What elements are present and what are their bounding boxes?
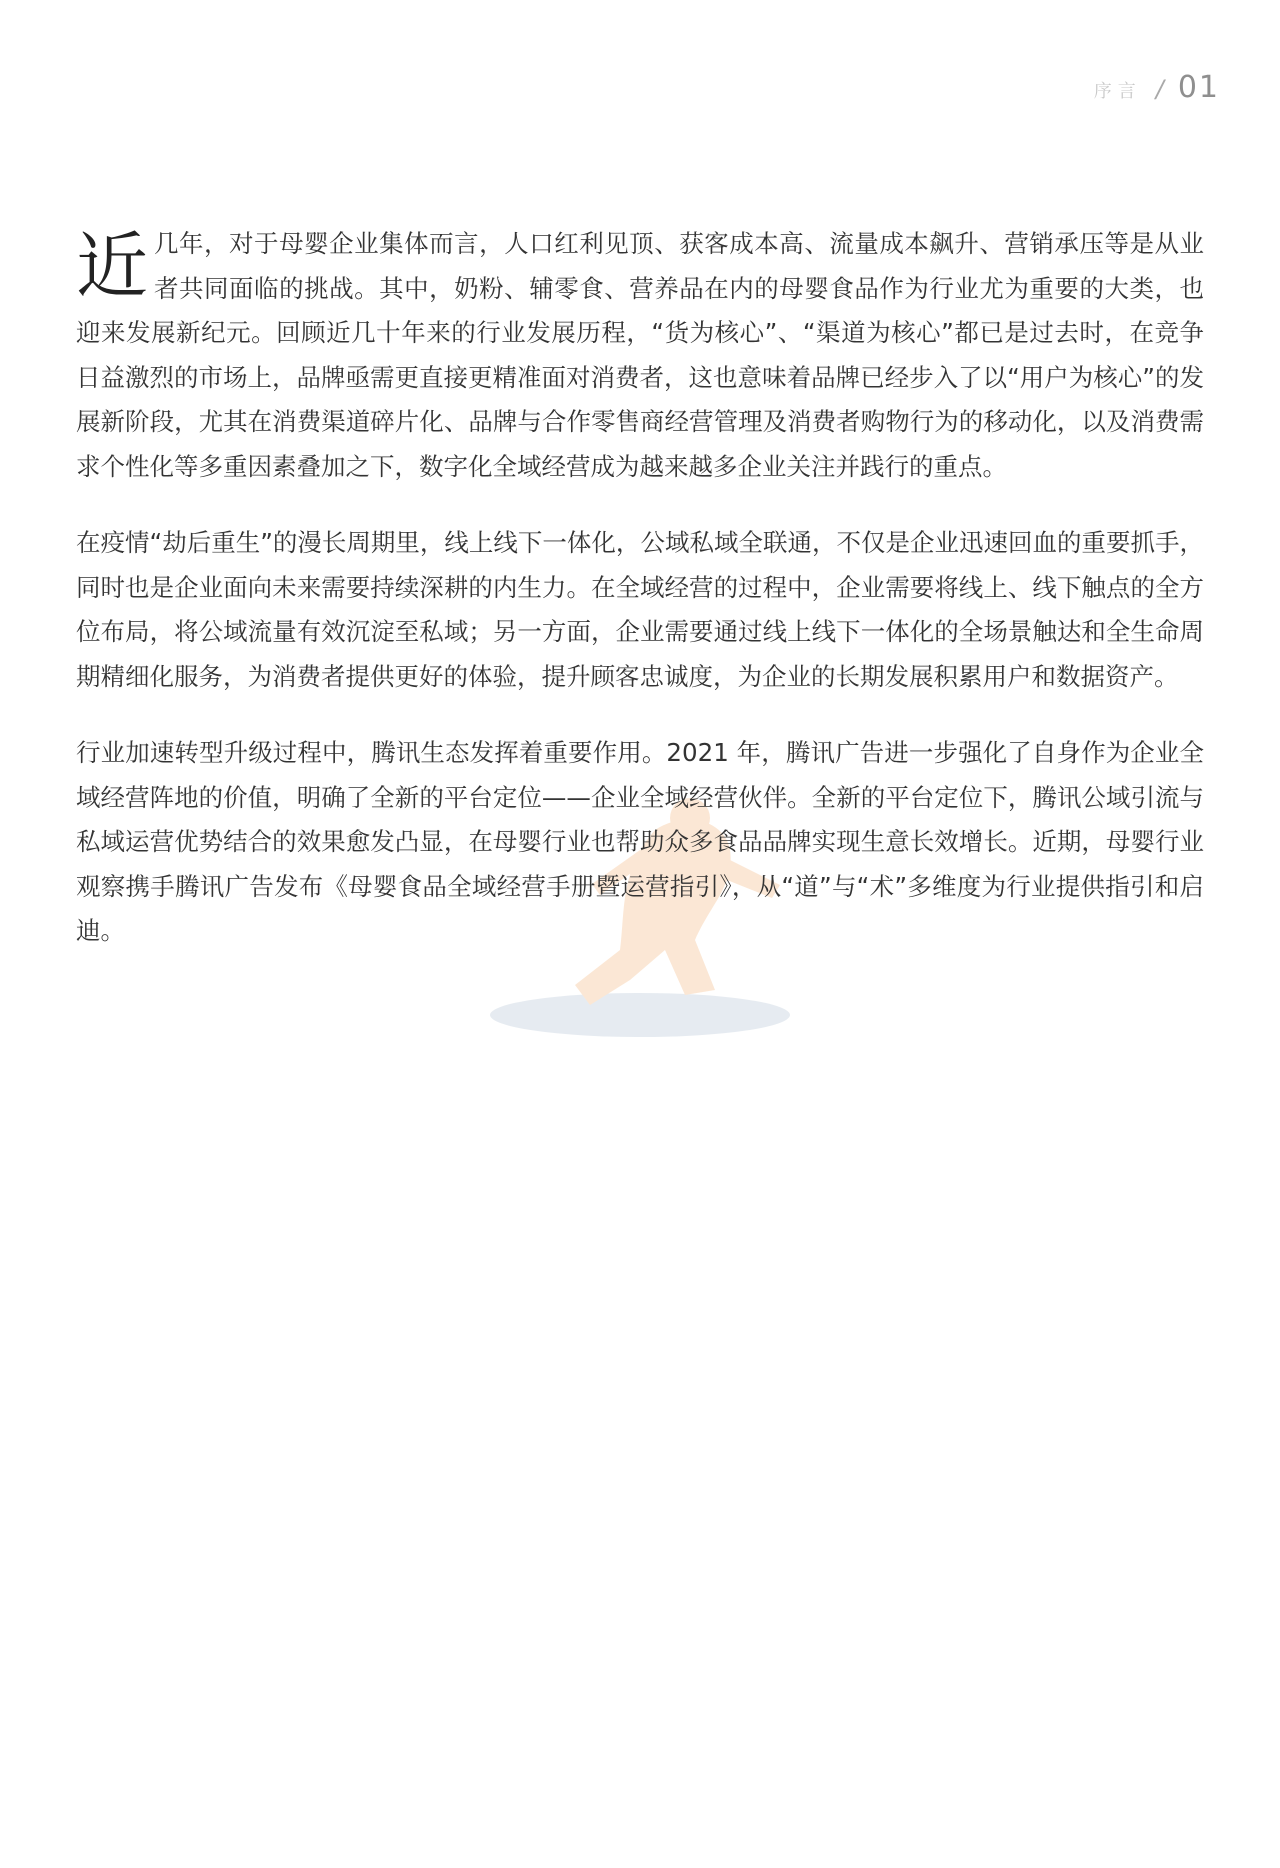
paragraph-3: 行业加速转型升级过程中，腾讯生态发挥着重要作用。2021 年，腾讯广告进一步强化了自身作为企业全域经营阵地的价值，明确了全新的平台定位——企业全域经营伙伴。全新的平台定位下，腾讯公域引流与私域运营优势结合的效果愈发凸显，在母婴行业也帮助众多食品品牌实现生意长效增长。近期，母婴行业观察携手腾讯广告发布《母婴食品全域经营手册暨运营指引》，从“道”与“术”多维度为行业提供指引和启迪。 — [76, 738, 1204, 945]
preface-body — [76, 222, 1204, 954]
page-header — [1094, 70, 1220, 105]
page-number: 01 — [1177, 70, 1220, 105]
drop-cap: 近 — [76, 224, 149, 308]
paragraph-1 — [76, 222, 1204, 489]
paragraph-2: 在疫情“劫后重生”的漫长周期里，线上线下一体化，公域私域全联通，不仅是企业迅速回血的重要抓手，同时也是企业面向未来需要持续深耕的内生力。在全域经营的过程中，企业需要将线上、线下触点的全方位布局，将公域流量有效沉淀至私域；另一方面，企业需要通过线上线下一体化的全场景触达和全生命周期精细化服务，为消费者提供更好的体验，提升顾客忠诚度，为企业的长期发展积累用户和数据资产。 — [76, 528, 1204, 691]
section-label: 序言 — [1093, 81, 1142, 102]
header-divider: / — [1155, 75, 1164, 103]
paragraph-1-text: 几年，对于母婴企业集体而言，人口红利见顶、获客成本高、流量成本飙升、营销承压等是从业者共同面临的挑战。其中，奶粉、辅零食、营养品在内的母婴食品作为行业尤为重要的大类，也迎来发展新纪元。回顾近几十年来的行业发展历程，“货为核心”、“渠道为核心”都已是过去时，在竞争日益激烈的市场上，品牌亟需更直接更精准面对消费者，这也意味着品牌已经步入了以“用户为核心”的发展新阶段，尤其在消费渠道碎片化、品牌与合作零售商经营管理及消费者购物行为的移动化，以及消费需求个性化等多重因素叠加之下，数字化全域经营成为越来越多企业关注并践行的重点。 — [76, 229, 1204, 481]
